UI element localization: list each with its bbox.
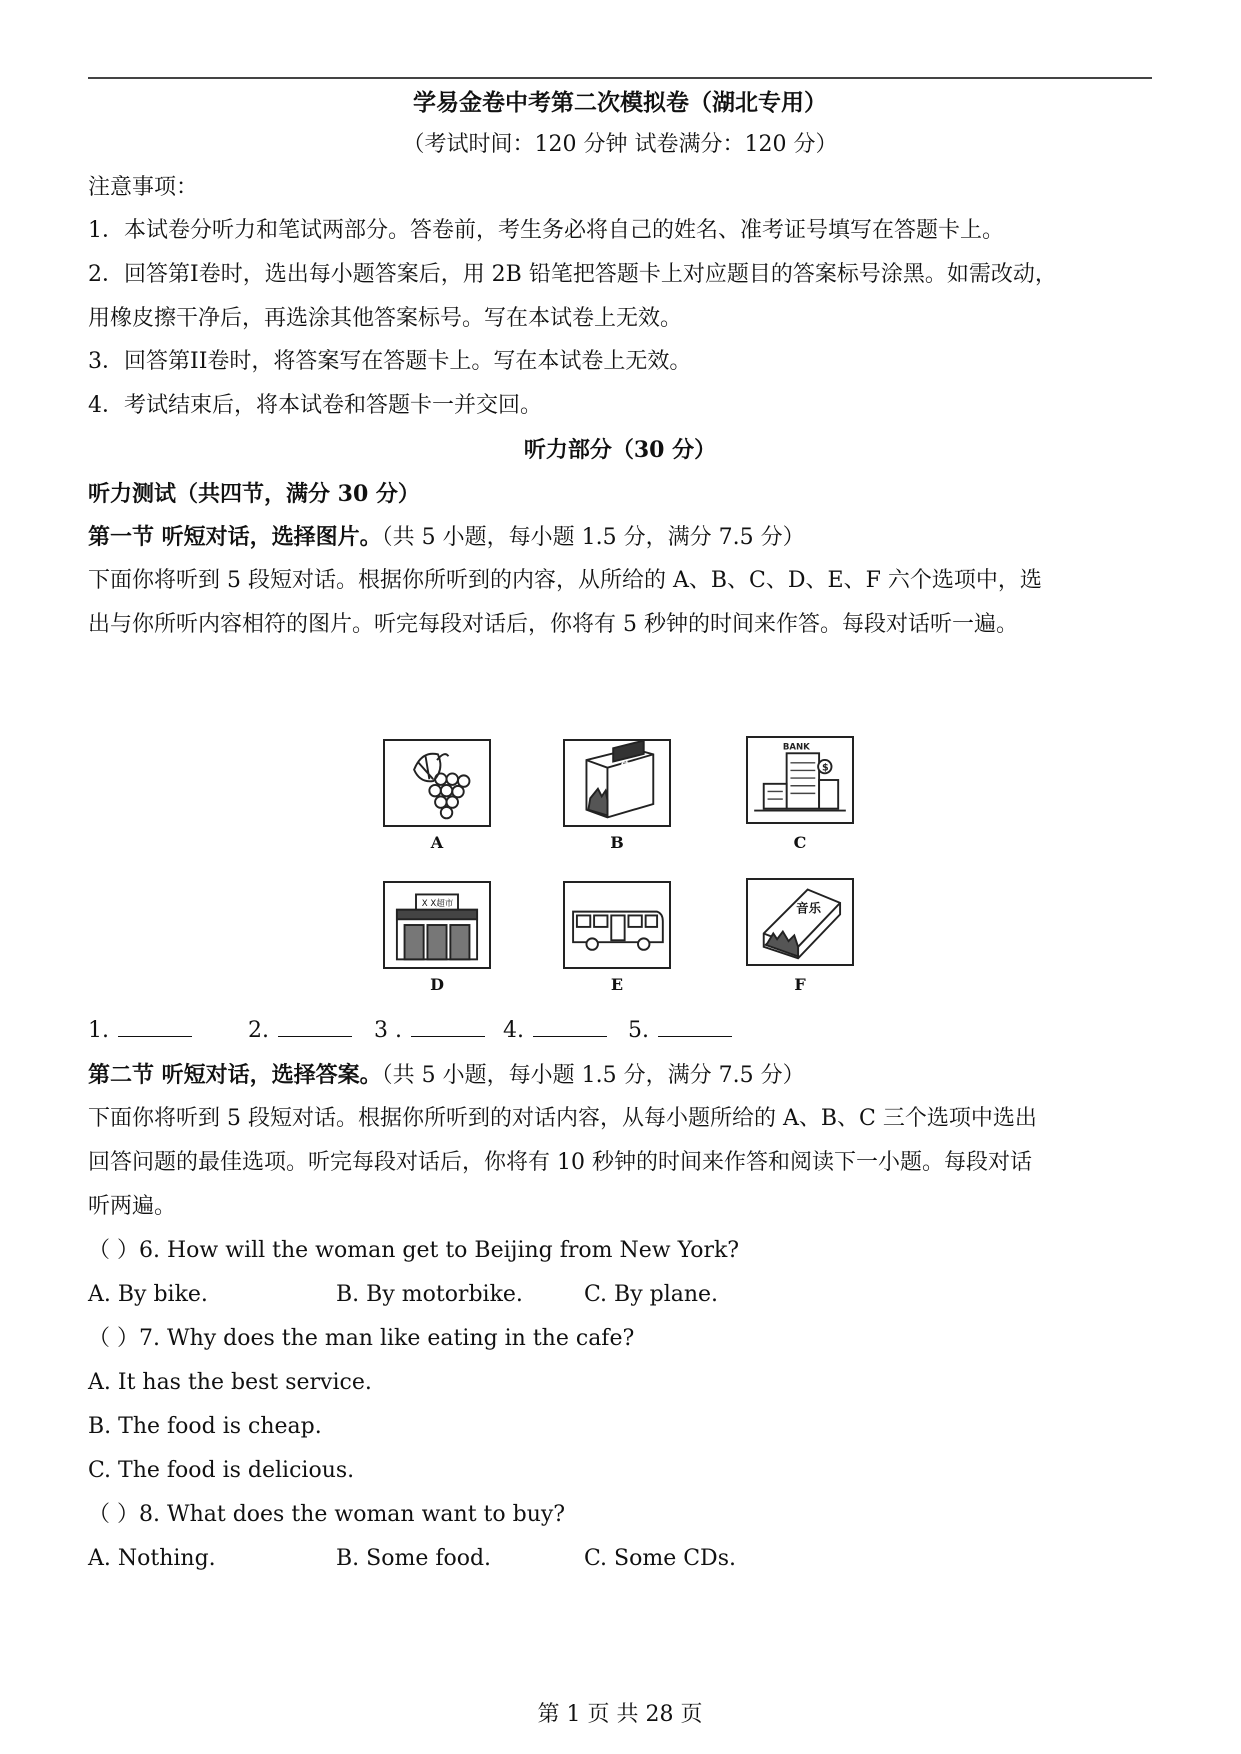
- section2-instructions: 听两遍。: [88, 1194, 177, 1219]
- question-stem-7: （ ）7. Why does the man like eating in the cafe?: [88, 1326, 635, 1351]
- section1-instructions: 出与你所听内容相符的图片。听完每段对话后，你将有 5 秒钟的时间来作答。每段对话听一遍。: [88, 612, 1018, 637]
- section2-title: 第二节 听短对话，选择答案。: [88, 1062, 382, 1088]
- svg-text:$: $: [821, 762, 829, 774]
- exam-subtitle: （考试时间：120 分钟 试卷满分：120 分）: [402, 132, 838, 157]
- option-7a[interactable]: A. It has the best service.: [88, 1370, 372, 1395]
- section1-score: （共 5 小题，每小题 1.5 分，满分 7.5 分）: [381, 525, 805, 550]
- option-8c[interactable]: C. Some CDs.: [584, 1546, 736, 1571]
- answer-blank-3[interactable]: 3 .: [374, 1016, 485, 1046]
- grapes-icon: [383, 739, 491, 827]
- note-item: 2．回答第I卷时，选出每小题答案后，用 2B 铅笔把答题卡上对应题目的答案标号涂黑。如需改动，: [88, 262, 1057, 287]
- music-book-text: 音乐: [796, 900, 821, 916]
- section2-score: （共 5 小题，每小题 1.5 分，满分 7.5 分）: [381, 1063, 805, 1088]
- bus-icon: [563, 881, 671, 969]
- note-item: 3．回答第II卷时，将答案写在答题卡上。写在本试卷上无效。: [88, 349, 692, 374]
- picture-label: D: [430, 975, 444, 994]
- picture-label: B: [610, 833, 624, 852]
- top-rule: [88, 77, 1152, 79]
- answer-blank-4[interactable]: 4.: [503, 1016, 607, 1046]
- picture-label: C: [793, 833, 807, 852]
- section1-title: 第一节 听短对话，选择图片。: [88, 524, 382, 550]
- dictionary-book-icon: [563, 739, 671, 827]
- option-8a[interactable]: A. Nothing.: [88, 1546, 216, 1571]
- listening-test-title: 听力测试（共四节，满分 30 分）: [88, 481, 420, 507]
- listening-part-title: 听力部分（30 分）: [523, 437, 717, 463]
- music-book-icon: [746, 878, 854, 966]
- section2-instructions: 下面你将听到 5 段短对话。根据你所听到的对话内容，从每小题所给的 A、B、C 三个选项中选出: [88, 1106, 1037, 1131]
- answer-blank-5[interactable]: 5.: [628, 1016, 732, 1046]
- dictionary-text: 字典: [620, 759, 644, 774]
- note-item: 4．考试结束后，将本试卷和答题卡一并交回。: [88, 393, 542, 418]
- picture-label: A: [430, 833, 444, 852]
- question-stem-6: （ ）6. How will the woman get to Beijing from New York?: [88, 1238, 740, 1263]
- bank-sign-text: BANK: [782, 742, 810, 753]
- option-8b[interactable]: B. Some food.: [336, 1546, 492, 1571]
- bank-building-icon: [746, 736, 854, 824]
- picture-label: E: [610, 975, 624, 994]
- answer-blank-1[interactable]: 1.: [88, 1016, 192, 1046]
- section1-heading: [88, 522, 1152, 553]
- option-6a[interactable]: A. By bike.: [88, 1282, 208, 1307]
- option-7c[interactable]: C. The food is delicious.: [88, 1458, 355, 1483]
- section2-heading: [88, 1060, 1152, 1091]
- note-item: 用橡皮擦干净后，再选涂其他答案标号。写在本试卷上无效。: [88, 306, 683, 331]
- section2-instructions: 回答问题的最佳选项。听完每段对话后，你将有 10 秒钟的时间来作答和阅读下一小题。每段对话: [88, 1150, 1032, 1175]
- exam-title: 学易金卷中考第二次模拟卷（湖北专用）: [413, 89, 827, 116]
- notes-heading: 注意事项：: [88, 175, 199, 200]
- shop-sign-text: X X超市: [421, 898, 454, 909]
- option-6b[interactable]: B. By motorbike.: [336, 1282, 523, 1307]
- shop-building-icon: [383, 881, 491, 969]
- note-item: 1．本试卷分听力和笔试两部分。答卷前，考生务必将自己的姓名、准考证号填写在答题卡上。: [88, 218, 1005, 243]
- page-number-footer: 第 1 页 共 28 页: [537, 1702, 703, 1727]
- question-stem-8: （ ）8. What does the woman want to buy?: [88, 1502, 566, 1527]
- option-6c[interactable]: C. By plane.: [584, 1282, 719, 1307]
- section1-instructions: 下面你将听到 5 段短对话。根据你所听到的内容，从所给的 A、B、C、D、E、F 六个选项中，选: [88, 568, 1042, 593]
- answer-blank-2[interactable]: 2.: [248, 1016, 352, 1046]
- picture-label: F: [794, 975, 806, 994]
- option-7b[interactable]: B. The food is cheap.: [88, 1414, 322, 1439]
